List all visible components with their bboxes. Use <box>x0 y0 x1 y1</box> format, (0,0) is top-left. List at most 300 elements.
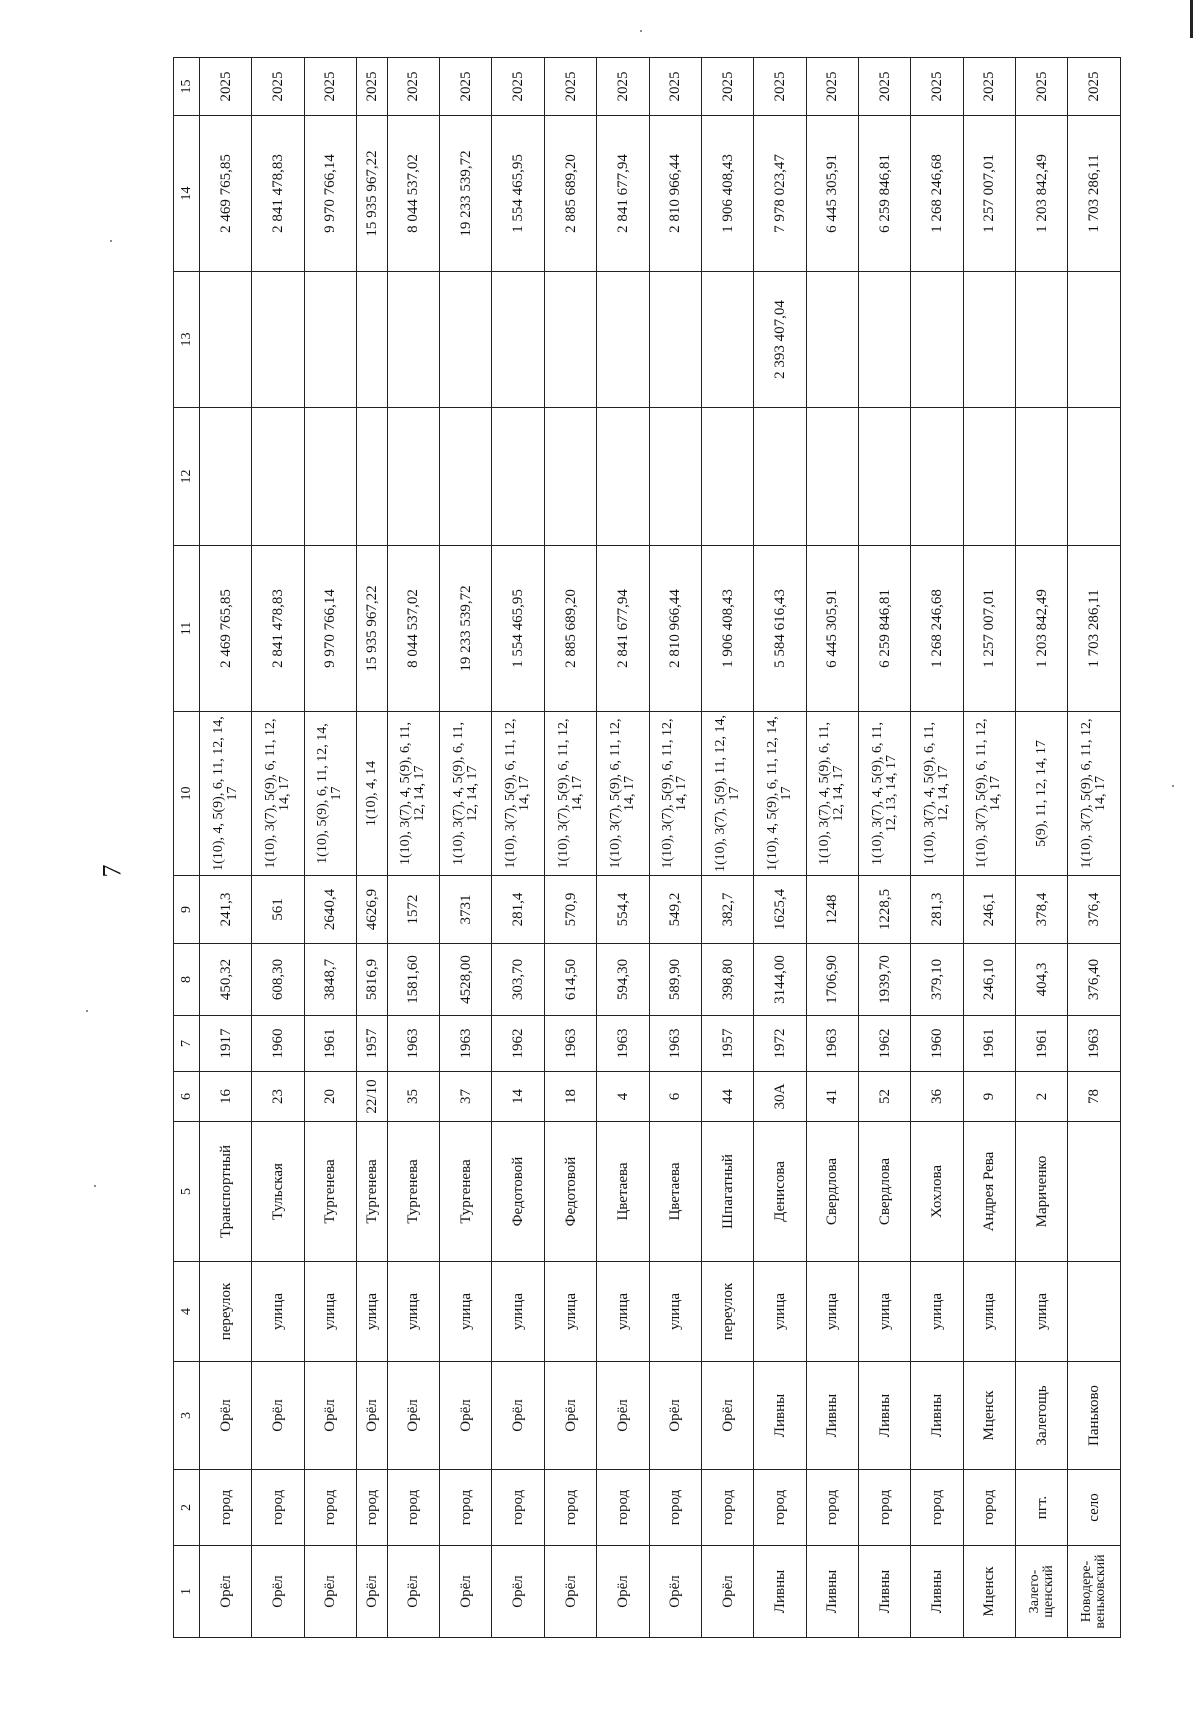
table-cell: город <box>492 1470 544 1546</box>
table-cell: город <box>252 1470 304 1546</box>
table-cell: 14 <box>492 1072 544 1122</box>
table-cell: Ливны <box>859 1362 911 1470</box>
table-cell: 594,30 <box>597 944 649 1016</box>
table-cell: 246,10 <box>963 944 1015 1016</box>
table-cell <box>1016 408 1068 546</box>
table-cell: 1(10), 4, 14 <box>357 712 388 876</box>
table-cell: 2 810 966,44 <box>649 116 701 272</box>
table-cell: Ливны <box>911 1546 963 1638</box>
table-cell: 9 970 766,14 <box>304 116 356 272</box>
column-header: 5 <box>174 1122 200 1262</box>
table-cell: 15 935 967,22 <box>357 546 388 712</box>
table-cell: 6 <box>649 1072 701 1122</box>
table-cell <box>304 408 356 546</box>
table-cell: 3731 <box>440 876 492 944</box>
header-row <box>174 58 200 1638</box>
table-cell: улица <box>387 1262 439 1362</box>
table-cell: 6 445 305,91 <box>806 116 858 272</box>
table-cell: Орёл <box>200 1362 252 1470</box>
table-cell: 2025 <box>597 58 649 116</box>
table-cell: город <box>304 1470 356 1546</box>
table-cell: 6 445 305,91 <box>806 546 858 712</box>
table-cell: 2025 <box>387 58 439 116</box>
table-cell: город <box>649 1470 701 1546</box>
table-cell: Мценск <box>963 1362 1015 1470</box>
table-cell <box>754 408 806 546</box>
table-cell <box>200 272 252 408</box>
table-cell: 41 <box>806 1072 858 1122</box>
table-cell <box>649 408 701 546</box>
table-cell: 561 <box>252 876 304 944</box>
table-cell: 4 <box>597 1072 649 1122</box>
table-cell <box>597 272 649 408</box>
table-cell <box>492 408 544 546</box>
table-cell: Транспортный <box>200 1122 252 1262</box>
column-header: 15 <box>174 58 200 116</box>
table-cell: улица <box>859 1262 911 1362</box>
table-cell: 1972 <box>754 1016 806 1072</box>
table-cell <box>357 408 388 546</box>
table-row <box>200 58 252 1638</box>
table-cell: 1963 <box>387 1016 439 1072</box>
table-cell: улица <box>357 1262 388 1362</box>
table-cell: Федотовой <box>492 1122 544 1262</box>
column-header: 4 <box>174 1262 200 1362</box>
table-cell: Орёл <box>597 1546 649 1638</box>
table-cell <box>1068 1262 1121 1362</box>
table-cell: 589,90 <box>649 944 701 1016</box>
table-cell: 1917 <box>200 1016 252 1072</box>
table-cell: Шпагатный <box>701 1122 753 1262</box>
table-cell: 2025 <box>304 58 356 116</box>
table-cell: 30А <box>754 1072 806 1122</box>
table-cell: 1957 <box>701 1016 753 1072</box>
table-cell <box>649 272 701 408</box>
table-cell: 2640,4 <box>304 876 356 944</box>
table-cell: улица <box>963 1262 1015 1362</box>
table-cell: Орёл <box>597 1362 649 1470</box>
table-cell: 5(9), 11, 12, 14, 17 <box>1016 712 1068 876</box>
table-cell: 1(10), 3(7), 4, 5(9), 6, 11, 12, 14, 17 <box>806 712 858 876</box>
table-cell: Орёл <box>387 1546 439 1638</box>
column-header: 14 <box>174 116 200 272</box>
table-cell: 2 885 689,20 <box>544 546 596 712</box>
table-cell: 22/10 <box>357 1072 388 1122</box>
table-cell: 2 885 689,20 <box>544 116 596 272</box>
column-header: 7 <box>174 1016 200 1072</box>
table-cell: 35 <box>387 1072 439 1122</box>
table-cell: город <box>544 1470 596 1546</box>
table-cell: Орёл <box>304 1546 356 1638</box>
table-cell: 1 703 286,11 <box>1068 116 1121 272</box>
table-cell: город <box>963 1470 1015 1546</box>
table-cell: Орёл <box>252 1362 304 1470</box>
table-cell: 52 <box>859 1072 911 1122</box>
table-cell: 1248 <box>806 876 858 944</box>
table-cell: 2025 <box>754 58 806 116</box>
table-cell: 4528,00 <box>440 944 492 1016</box>
table-cell: переулок <box>701 1262 753 1362</box>
table-cell: Тургенева <box>387 1122 439 1262</box>
table-cell: 2025 <box>357 58 388 116</box>
table-cell: Орёл <box>649 1546 701 1638</box>
table-row <box>1068 58 1121 1638</box>
column-header: 3 <box>174 1362 200 1470</box>
table-cell: Денисова <box>754 1122 806 1262</box>
table-cell: город <box>440 1470 492 1546</box>
table-cell: Орёл <box>701 1546 753 1638</box>
table-cell: 382,7 <box>701 876 753 944</box>
table-cell: 376,40 <box>1068 944 1121 1016</box>
table-cell: 8 044 537,02 <box>387 546 439 712</box>
table-cell: Орёл <box>200 1546 252 1638</box>
scan-speck <box>94 1185 96 1187</box>
table-cell: 1 257 007,01 <box>963 546 1015 712</box>
column-header: 13 <box>174 272 200 408</box>
table-cell: Тульская <box>252 1122 304 1262</box>
table-cell: 376,4 <box>1068 876 1121 944</box>
table-cell: 15 935 967,22 <box>357 116 388 272</box>
column-header: 6 <box>174 1072 200 1122</box>
table-cell: 2025 <box>440 58 492 116</box>
table-cell <box>440 408 492 546</box>
table-cell: улица <box>806 1262 858 1362</box>
table-row <box>754 58 806 1638</box>
column-header: 9 <box>174 876 200 944</box>
table-cell: 1961 <box>963 1016 1015 1072</box>
table-cell: 4626,9 <box>357 876 388 944</box>
table-cell: улица <box>597 1262 649 1362</box>
table-cell: улица <box>649 1262 701 1362</box>
table-cell: 1(10), 3(7), 5(9), 6, 11, 12, 14, 17 <box>544 712 596 876</box>
table-cell: 19 233 539,72 <box>440 546 492 712</box>
table-cell: 241,3 <box>200 876 252 944</box>
table-cell: 281,4 <box>492 876 544 944</box>
table-cell <box>1068 408 1121 546</box>
table-cell: 1(10), 3(7), 5(9), 6, 11, 12, 14, 17 <box>649 712 701 876</box>
scan-mark <box>1190 0 1193 38</box>
column-header: 8 <box>174 944 200 1016</box>
table-cell: Ливны <box>806 1546 858 1638</box>
table-cell: 2025 <box>1068 58 1121 116</box>
table-cell: Тургенева <box>357 1122 388 1262</box>
table-cell <box>1068 1122 1121 1262</box>
table-cell: 19 233 539,72 <box>440 116 492 272</box>
table-cell: 2 841 478,83 <box>252 116 304 272</box>
table-cell: 1(10), 3(7), 4, 5(9), 6, 11, 12, 14, 17 <box>440 712 492 876</box>
table-cell: 1(10), 3(7), 4, 5(9), 6, 11, 12, 14, 17 <box>911 712 963 876</box>
table-cell: переулок <box>200 1262 252 1362</box>
table-cell: Свердлова <box>806 1122 858 1262</box>
table-cell: 2 469 765,85 <box>200 546 252 712</box>
table-cell: 614,50 <box>544 944 596 1016</box>
table-cell: Орёл <box>304 1362 356 1470</box>
table-cell <box>859 272 911 408</box>
table-cell: город <box>806 1470 858 1546</box>
column-header: 10 <box>174 712 200 876</box>
table-cell: 23 <box>252 1072 304 1122</box>
table-cell: 1962 <box>859 1016 911 1072</box>
table-cell: 2 <box>1016 1072 1068 1122</box>
table-cell: 1572 <box>387 876 439 944</box>
table-cell: 1(10), 3(7), 5(9), 6, 11, 12, 14, 17 <box>1068 712 1121 876</box>
table-cell: 2 841 478,83 <box>252 546 304 712</box>
table-cell: Орёл <box>492 1362 544 1470</box>
table-cell: Орёл <box>544 1362 596 1470</box>
table-cell: 1 554 465,95 <box>492 546 544 712</box>
table-cell: 1 268 246,68 <box>911 116 963 272</box>
table-row <box>806 58 858 1638</box>
table-cell <box>544 408 596 546</box>
table-cell: город <box>754 1470 806 1546</box>
table-row <box>387 58 439 1638</box>
table-cell: 1(10), 3(7), 4, 5(9), 6, 11, 12, 14, 17 <box>387 712 439 876</box>
table-cell: 5 584 616,43 <box>754 546 806 712</box>
table-cell: Орёл <box>387 1362 439 1470</box>
table-cell <box>1068 272 1121 408</box>
table-cell: 1 268 246,68 <box>911 546 963 712</box>
table-cell: 398,80 <box>701 944 753 1016</box>
table-cell: улица <box>911 1262 963 1362</box>
table-cell: Орёл <box>649 1362 701 1470</box>
table-cell: улица <box>754 1262 806 1362</box>
table-cell: Орёл <box>701 1362 753 1470</box>
table-cell <box>963 272 1015 408</box>
table-cell: Хохлова <box>911 1122 963 1262</box>
table-row <box>252 58 304 1638</box>
table-row <box>701 58 753 1638</box>
table-cell: Тургенева <box>440 1122 492 1262</box>
table-cell: 1963 <box>440 1016 492 1072</box>
table-cell: 1 203 842,49 <box>1016 116 1068 272</box>
table-cell: 1 257 007,01 <box>963 116 1015 272</box>
table-cell: улица <box>1016 1262 1068 1362</box>
table-cell: 9 970 766,14 <box>304 546 356 712</box>
table-cell: 2025 <box>911 58 963 116</box>
column-header: 2 <box>174 1470 200 1546</box>
table-cell: Ливны <box>754 1362 806 1470</box>
table-cell: 2 810 966,44 <box>649 546 701 712</box>
table-cell: 1963 <box>544 1016 596 1072</box>
table-cell: село <box>1068 1470 1121 1546</box>
table-cell <box>911 408 963 546</box>
table-cell <box>357 272 388 408</box>
table-row <box>859 58 911 1638</box>
table-cell: 9 <box>963 1072 1015 1122</box>
table-cell <box>544 272 596 408</box>
table-cell: 1(10), 3(7), 5(9), 6, 11, 12, 14, 17 <box>597 712 649 876</box>
table-cell: Новодере-веньковский <box>1068 1546 1121 1638</box>
table-cell: Орёл <box>252 1546 304 1638</box>
table-cell: 1963 <box>597 1016 649 1072</box>
table-cell <box>492 272 544 408</box>
table-cell: 1228,5 <box>859 876 911 944</box>
table-cell: 18 <box>544 1072 596 1122</box>
table-cell: 78 <box>1068 1072 1121 1122</box>
table-cell: Федотовой <box>544 1122 596 1262</box>
scan-speck <box>640 30 642 32</box>
table-cell: 2025 <box>1016 58 1068 116</box>
table-cell: 2025 <box>649 58 701 116</box>
table-cell: улица <box>304 1262 356 1362</box>
table-cell: Цветаева <box>649 1122 701 1262</box>
table-cell <box>252 272 304 408</box>
table-cell: 2025 <box>200 58 252 116</box>
table-cell: 8 044 537,02 <box>387 116 439 272</box>
table-row <box>492 58 544 1638</box>
table-cell: 5816,9 <box>357 944 388 1016</box>
table-cell <box>806 272 858 408</box>
table-cell <box>1016 272 1068 408</box>
table-cell: 6 259 846,81 <box>859 546 911 712</box>
table-cell: 2025 <box>963 58 1015 116</box>
table-cell: 1(10), 3(7), 5(9), 6, 11, 12, 14, 17 <box>492 712 544 876</box>
table-cell: 1 906 408,43 <box>701 116 753 272</box>
table-cell: улица <box>252 1262 304 1362</box>
column-header: 12 <box>174 408 200 546</box>
table-cell: город <box>701 1470 753 1546</box>
table-cell: город <box>859 1470 911 1546</box>
table-row <box>649 58 701 1638</box>
table-cell: 1(10), 4, 5(9), 6, 11, 12, 14, 17 <box>754 712 806 876</box>
table-cell: 554,4 <box>597 876 649 944</box>
table-cell: 44 <box>701 1072 753 1122</box>
table-cell: 1 203 842,49 <box>1016 546 1068 712</box>
table-cell: 378,4 <box>1016 876 1068 944</box>
table-cell: город <box>911 1470 963 1546</box>
table-cell <box>597 408 649 546</box>
table-cell: Андрея Рева <box>963 1122 1015 1262</box>
column-header: 1 <box>174 1546 200 1638</box>
table-cell: 3848,7 <box>304 944 356 1016</box>
table-cell <box>701 408 753 546</box>
table-cell: пгт. <box>1016 1470 1068 1546</box>
column-header: 11 <box>174 546 200 712</box>
table-cell: Орёл <box>492 1546 544 1638</box>
table-cell: 303,70 <box>492 944 544 1016</box>
table-cell: 6 259 846,81 <box>859 116 911 272</box>
table-cell: улица <box>544 1262 596 1362</box>
table-row <box>911 58 963 1638</box>
table-cell: 549,2 <box>649 876 701 944</box>
table-cell: 1581,60 <box>387 944 439 1016</box>
table-cell: Залего-щенский <box>1016 1546 1068 1638</box>
table-cell: 16 <box>200 1072 252 1122</box>
table-cell <box>304 272 356 408</box>
scan-speck <box>1172 785 1174 787</box>
table-cell: 1 906 408,43 <box>701 546 753 712</box>
table-cell: 2 841 677,94 <box>597 546 649 712</box>
table-cell: город <box>597 1470 649 1546</box>
table-cell <box>859 408 911 546</box>
scan-speck <box>86 1010 88 1012</box>
table-cell: 20 <box>304 1072 356 1122</box>
table-cell: Паньково <box>1068 1362 1121 1470</box>
table-row <box>357 58 388 1638</box>
table-cell: 1 554 465,95 <box>492 116 544 272</box>
table-cell: 1963 <box>649 1016 701 1072</box>
table-row <box>544 58 596 1638</box>
table-row <box>440 58 492 1638</box>
table-cell <box>387 408 439 546</box>
table-cell: 1(10), 3(7), 4, 5(9), 6, 11, 12, 13, 14, 17 <box>859 712 911 876</box>
table-cell: Орёл <box>440 1546 492 1638</box>
table-cell: Ливны <box>754 1546 806 1638</box>
table-cell: 2025 <box>544 58 596 116</box>
table-cell: город <box>200 1470 252 1546</box>
table-row <box>963 58 1015 1638</box>
table-cell: 36 <box>911 1072 963 1122</box>
table-cell: 404,3 <box>1016 944 1068 1016</box>
table-cell: улица <box>492 1262 544 1362</box>
table-cell: Мценск <box>963 1546 1015 1638</box>
table-cell: Залегощь <box>1016 1362 1068 1470</box>
table-cell: Цветаева <box>597 1122 649 1262</box>
table-cell: 2 393 407,04 <box>754 272 806 408</box>
table-cell: 1961 <box>1016 1016 1068 1072</box>
table-cell: город <box>387 1470 439 1546</box>
table-cell <box>387 272 439 408</box>
table-cell <box>963 408 1015 546</box>
table-cell: 1 703 286,11 <box>1068 546 1121 712</box>
table-cell: 2025 <box>252 58 304 116</box>
table-row <box>1016 58 1068 1638</box>
table-cell: 1(10), 3(7), 5(9), 6, 11, 12, 14, 17 <box>963 712 1015 876</box>
table-cell: 1963 <box>1068 1016 1121 1072</box>
table-cell: 2025 <box>806 58 858 116</box>
table-row <box>304 58 356 1638</box>
table-cell <box>806 408 858 546</box>
table-cell: Свердлова <box>859 1122 911 1262</box>
table-cell: 2025 <box>701 58 753 116</box>
page-number: 7 <box>97 864 127 878</box>
table-cell: Ливны <box>806 1362 858 1470</box>
table-cell: 570,9 <box>544 876 596 944</box>
table-cell: Ливны <box>911 1362 963 1470</box>
table-cell: 1963 <box>806 1016 858 1072</box>
table-cell: 1(10), 5(9), 6, 11, 12, 14, 17 <box>304 712 356 876</box>
table-cell: 246,1 <box>963 876 1015 944</box>
table-cell: 1(10), 4, 5(9), 6, 11, 12, 14, 17 <box>200 712 252 876</box>
table-cell <box>440 272 492 408</box>
table-cell: 3144,00 <box>754 944 806 1016</box>
table-cell: Орёл <box>357 1546 388 1638</box>
table-cell: 1961 <box>304 1016 356 1072</box>
housing-repair-table <box>173 57 1121 1638</box>
table-cell: 450,32 <box>200 944 252 1016</box>
table-cell: 1(10), 3(7), 5(9), 11, 12, 14, 17 <box>701 712 753 876</box>
table-cell: 7 978 023,47 <box>754 116 806 272</box>
table-cell <box>252 408 304 546</box>
table-cell: 379,10 <box>911 944 963 1016</box>
table-cell: 37 <box>440 1072 492 1122</box>
table-cell: 2 841 677,94 <box>597 116 649 272</box>
table-cell: улица <box>440 1262 492 1362</box>
table-cell: Тургенева <box>304 1122 356 1262</box>
table-cell: 2 469 765,85 <box>200 116 252 272</box>
table-cell: 1962 <box>492 1016 544 1072</box>
table-body <box>174 58 1121 1638</box>
table-cell: 1939,70 <box>859 944 911 1016</box>
table-cell: 1957 <box>357 1016 388 1072</box>
table-cell: город <box>357 1470 388 1546</box>
table-cell: 608,30 <box>252 944 304 1016</box>
table-cell: 1(10), 3(7), 5(9), 6, 11, 12, 14, 17 <box>252 712 304 876</box>
table-cell: Орёл <box>357 1362 388 1470</box>
table-cell: Мариченко <box>1016 1122 1068 1262</box>
table-cell <box>911 272 963 408</box>
table-cell: Ливны <box>859 1546 911 1638</box>
